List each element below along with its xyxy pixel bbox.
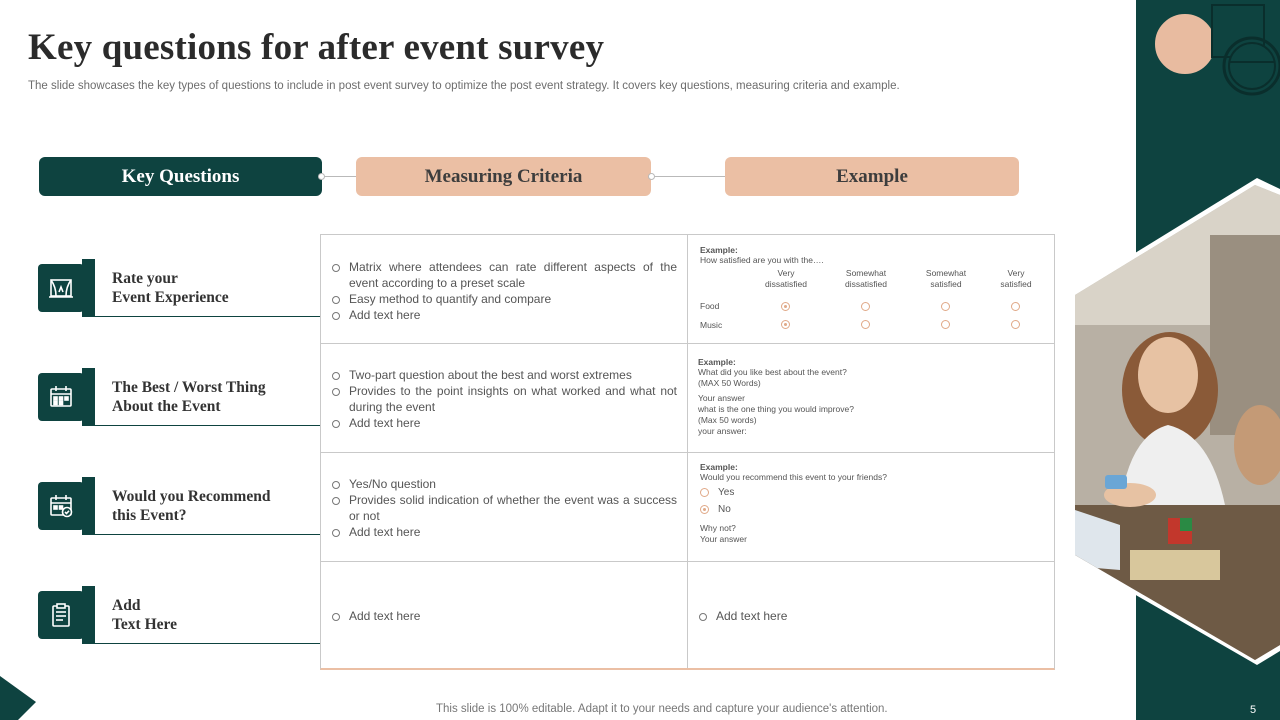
option-no[interactable]	[700, 504, 1050, 515]
radio-button[interactable]	[1011, 320, 1020, 329]
example-cell-3	[700, 462, 1050, 545]
card-label-box	[94, 259, 320, 317]
calendar-grid-icon	[38, 373, 84, 421]
example-cell-4	[697, 608, 1047, 624]
card-label-box	[94, 477, 320, 535]
radio-button[interactable]	[941, 302, 950, 311]
radio-button[interactable]	[861, 320, 870, 329]
question-card-best-worst	[38, 368, 320, 428]
page-number: 5	[1250, 704, 1257, 716]
question-label: Add Text Here	[112, 596, 177, 633]
table-divider	[321, 343, 1054, 344]
matrix-row-label: Music	[700, 320, 723, 330]
bullet: Provides to the point insights on what worked and what not during the event	[330, 383, 677, 415]
table-divider	[321, 452, 1054, 453]
criteria-cell-2	[330, 367, 677, 431]
rating-matrix	[700, 266, 1050, 336]
criteria-cell-3	[330, 476, 677, 540]
header-key-questions: Key Questions	[39, 157, 322, 196]
event-photo	[1060, 175, 1280, 665]
question-label: Rate your Event Experience	[112, 269, 229, 306]
example-text: Your answer	[698, 393, 745, 403]
criteria-table	[320, 234, 1055, 670]
example-label: Example:	[700, 462, 738, 472]
example-question: Would you recommend this event to your friends?	[700, 472, 887, 482]
example-text: Your answer	[700, 534, 747, 544]
stage-icon	[38, 264, 84, 312]
footer-note: This slide is 100% editable. Adapt it to your needs and capture your audience's attention.	[436, 703, 888, 715]
example-label: Example:	[700, 245, 738, 255]
question-card-add	[38, 586, 320, 646]
example-text: (MAX 50 Words)	[698, 378, 761, 388]
decorative-shapes	[1150, 0, 1280, 100]
example-text: what is the one thing you would improve?	[698, 404, 854, 414]
card-label-box	[94, 368, 320, 426]
table-divider	[321, 561, 1054, 562]
bullet: Matrix where attendees can rate different aspects of the event according to a preset scale	[330, 259, 677, 291]
radio-button[interactable]	[941, 320, 950, 329]
question-card-rate	[38, 259, 320, 319]
slide-subtitle: The slide showcases the key types of questions to include in post event survey to optimize the post event strategy. It covers key questions, measuring criteria and example.	[28, 80, 900, 92]
question-label: Would you Recommend this Event?	[112, 487, 271, 524]
example-text: What did you like best about the event?	[698, 367, 847, 377]
scale-label: Very dissatisfied	[764, 268, 808, 289]
scale-label: Somewhat dissatisfied	[844, 268, 888, 289]
option-yes[interactable]	[700, 487, 1050, 498]
option-label: No	[718, 504, 731, 515]
corner-decoration	[0, 676, 40, 720]
header-example: Example	[725, 157, 1019, 196]
example-text: your answer:	[698, 426, 747, 436]
connector-dot	[318, 173, 325, 180]
radio-button[interactable]	[781, 320, 790, 329]
bullet: Provides solid indication of whether the event was a success or not	[330, 492, 677, 524]
question-label: The Best / Worst Thing About the Event	[112, 378, 266, 415]
radio-button[interactable]	[781, 302, 790, 311]
example-text: (Max 50 words)	[698, 415, 757, 425]
example-cell-1	[700, 245, 1050, 336]
scale-label: Somewhat satisfied	[925, 268, 967, 289]
bullet: Add text here	[330, 415, 677, 431]
card-label-box	[94, 586, 320, 644]
example-question: How satisfied are you with the….	[700, 255, 824, 265]
example-text: Why not?	[700, 523, 736, 533]
bullet: Easy method to quantify and compare	[330, 291, 677, 307]
radio-button[interactable]	[700, 488, 709, 497]
matrix-row-label: Food	[700, 301, 720, 311]
slide-title: Key questions for after event survey	[28, 27, 605, 68]
bullet: Add text here	[330, 608, 677, 624]
question-card-recommend	[38, 477, 320, 537]
bullet: Add text here	[697, 608, 1047, 624]
criteria-cell-1	[330, 259, 677, 323]
radio-button[interactable]	[861, 302, 870, 311]
bullet: Yes/No question	[330, 476, 677, 492]
calendar-check-icon	[38, 482, 84, 530]
criteria-cell-4	[330, 608, 677, 624]
bullet: Two-part question about the best and worst extremes	[330, 367, 677, 383]
bullet: Add text here	[330, 524, 677, 540]
radio-button[interactable]	[700, 505, 709, 514]
connector-dot	[648, 173, 655, 180]
header-measuring-criteria: Measuring Criteria	[356, 157, 651, 196]
clipboard-icon	[38, 591, 84, 639]
example-cell-2	[698, 357, 1048, 437]
bullet: Add text here	[330, 307, 677, 323]
connector-line	[322, 176, 356, 177]
connector-line	[651, 176, 725, 177]
example-label: Example:	[698, 357, 736, 367]
scale-label: Very satisfied	[1000, 268, 1032, 289]
option-label: Yes	[718, 487, 735, 498]
radio-button[interactable]	[1011, 302, 1020, 311]
